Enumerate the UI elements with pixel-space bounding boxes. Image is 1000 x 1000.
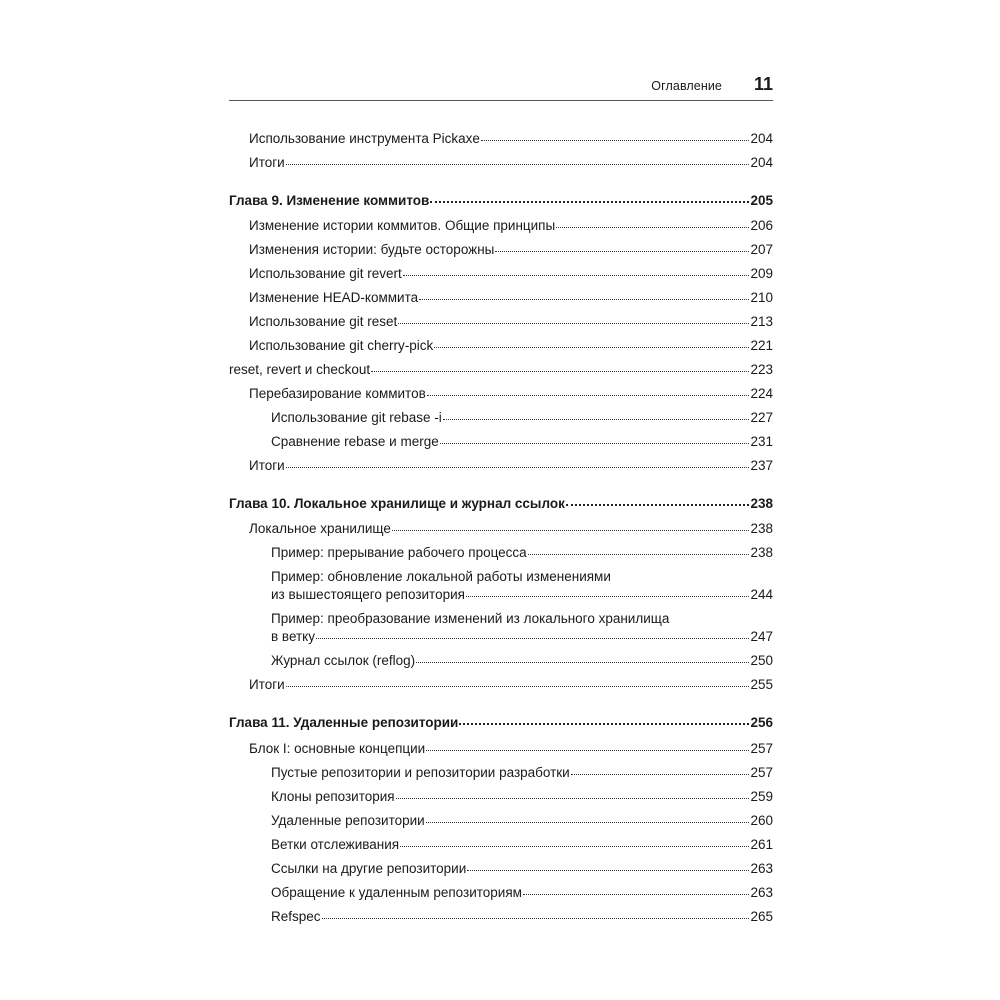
toc-entry-page: 265 — [750, 909, 773, 924]
toc-entry-title: Локальное хранилище — [249, 521, 391, 536]
toc-entry-page: 213 — [750, 314, 773, 329]
leader-dots — [566, 504, 750, 506]
toc-entry-title: Изменения истории: будьте осторожны — [249, 242, 495, 257]
toc-entry — [229, 457, 773, 474]
toc-entry-title-line2: из вышестоящего репозитория — [271, 587, 465, 602]
toc-subentry — [229, 568, 773, 603]
toc-entry-title: Итоги — [249, 155, 285, 170]
toc-subentry — [229, 884, 773, 901]
toc-entry-page: 204 — [750, 155, 773, 170]
toc-entry-title: Использование git revert — [249, 266, 402, 281]
toc-entry-page: 263 — [750, 861, 773, 876]
toc-subentry — [229, 610, 773, 645]
toc-entry-page: 244 — [750, 587, 773, 602]
leader-dots — [427, 395, 750, 396]
leader-dots — [392, 530, 750, 531]
leader-dots — [371, 371, 749, 372]
leader-dots — [556, 227, 749, 228]
leader-dots — [481, 140, 750, 141]
toc-entry — [229, 740, 773, 757]
toc-entry — [229, 676, 773, 693]
toc-entry — [229, 337, 773, 354]
leader-dots — [286, 686, 750, 687]
leader-dots — [467, 870, 749, 871]
leader-dots — [286, 164, 750, 165]
toc-entry — [229, 289, 773, 306]
toc-chapter-page: 238 — [750, 496, 773, 511]
toc-subentry — [229, 764, 773, 781]
toc-entry-page: 250 — [750, 653, 773, 668]
toc-entry — [229, 520, 773, 537]
toc-entry-title: Использование инструмента Pickaxe — [249, 131, 480, 146]
toc-entry-page: 206 — [750, 218, 773, 233]
toc-entry-title: Перебазирование коммитов — [249, 386, 426, 401]
toc-chapter-title: Глава 10. Локальное хранилище и журнал ссылок — [229, 496, 565, 511]
toc-entry-page: 247 — [750, 629, 773, 644]
toc-entry-title: Клоны репозитория — [271, 789, 395, 804]
page-number: 11 — [753, 74, 773, 94]
toc-subentry — [229, 652, 773, 669]
toc-entry-title: Refspec — [271, 909, 321, 924]
toc-entry-title: Изменение HEAD-коммита — [249, 290, 419, 305]
toc-entry-page: 259 — [750, 789, 773, 804]
toc-chapter-title: Глава 11. Удаленные репозитории — [229, 715, 459, 730]
toc-entry — [229, 154, 773, 171]
toc-entry-title: Журнал ссылок (reflog) — [271, 653, 416, 668]
leader-dots — [416, 662, 749, 663]
toc-subentry — [229, 433, 773, 450]
leader-dots — [286, 467, 750, 468]
toc-entry-page: 255 — [750, 677, 773, 692]
toc-entry-title: Удаленные репозитории — [271, 813, 425, 828]
toc-entry-title: Итоги — [249, 458, 285, 473]
toc-entry-title: Использование git reset — [249, 314, 398, 329]
toc-entry-page: 223 — [750, 362, 773, 377]
toc-chapter — [229, 714, 773, 731]
leader-dots — [528, 554, 750, 555]
leader-dots — [440, 443, 750, 444]
toc-entry — [229, 265, 773, 282]
leader-dots — [430, 201, 749, 203]
toc-chapter — [229, 192, 773, 209]
toc-entry-page: 257 — [750, 765, 773, 780]
running-header-section: Оглавление — [651, 79, 722, 93]
leader-dots — [571, 774, 750, 775]
toc-entry-page: 260 — [750, 813, 773, 828]
leader-dots — [466, 596, 750, 597]
toc-entry-title: Пустые репозитории и репозитории разработки — [271, 765, 570, 780]
leader-dots — [316, 638, 749, 639]
toc-entry-title: Пример: прерывание рабочего процесса — [271, 545, 527, 560]
leader-dots — [419, 299, 749, 300]
toc-entry — [229, 130, 773, 147]
toc-entry-title: reset, revert и checkout — [229, 362, 371, 377]
toc-entry-title: Блок I: основные концепции — [249, 741, 426, 756]
leader-dots — [523, 894, 750, 895]
toc-chapter-title: Глава 9. Изменение коммитов — [229, 193, 430, 208]
toc-entry-title: Использование git rebase -i — [271, 410, 442, 425]
toc-entry-title: Итоги — [249, 677, 285, 692]
toc-entry-page: 263 — [750, 885, 773, 900]
toc-entry-page: 238 — [750, 521, 773, 536]
leader-dots — [426, 822, 750, 823]
leader-dots — [426, 750, 749, 751]
toc-entry-page: 209 — [750, 266, 773, 281]
toc-entry-page: 224 — [750, 386, 773, 401]
leader-dots — [459, 723, 749, 725]
toc-entry — [229, 217, 773, 234]
toc-entry — [229, 385, 773, 402]
leader-dots — [495, 251, 749, 252]
toc-subentry — [229, 836, 773, 853]
leader-dots — [403, 275, 750, 276]
toc-chapter — [229, 495, 773, 512]
toc-entry-title: Ссылки на другие репозитории — [271, 861, 467, 876]
toc-entry-page: 207 — [750, 242, 773, 257]
toc-entry-title: Ветки отслеживания — [271, 837, 400, 852]
toc-entry-page: 257 — [750, 741, 773, 756]
toc-chapter-page: 205 — [750, 193, 773, 208]
running-header — [229, 72, 773, 101]
toc-entry-title-line1: Пример: преобразование изменений из локального хранилища — [271, 611, 670, 626]
toc-entry-page: 227 — [750, 410, 773, 425]
toc-entry-page: 231 — [750, 434, 773, 449]
toc-subentry — [229, 860, 773, 877]
toc-subentry — [229, 788, 773, 805]
toc-entry-title: Использование git cherry-pick — [249, 338, 434, 353]
toc-chapter-page: 256 — [750, 715, 773, 730]
leader-dots — [443, 419, 750, 420]
toc-entry — [229, 313, 773, 330]
toc-entry-title: Сравнение rebase и merge — [271, 434, 439, 449]
toc-subentry — [229, 544, 773, 561]
leader-dots — [322, 918, 750, 919]
leader-dots — [396, 798, 750, 799]
toc-subentry — [229, 908, 773, 925]
toc-entry-page: 237 — [750, 458, 773, 473]
toc-entry-title: Обращение к удаленным репозиториям — [271, 885, 522, 900]
toc-entry-page: 238 — [750, 545, 773, 560]
toc-entry-title-line1: Пример: обновление локальной работы изменениями — [271, 569, 611, 584]
toc-entry-title-line2: в ветку — [271, 629, 315, 644]
toc-entry — [229, 361, 773, 378]
toc-entry-title: Изменение истории коммитов. Общие принципы — [249, 218, 556, 233]
leader-dots — [398, 323, 749, 324]
toc-entry-page: 261 — [750, 837, 773, 852]
toc-subentry — [229, 812, 773, 829]
leader-dots — [400, 846, 749, 847]
toc-entry-page: 221 — [750, 338, 773, 353]
toc-subentry — [229, 409, 773, 426]
toc-entry — [229, 241, 773, 258]
leader-dots — [434, 347, 749, 348]
toc-entry-page: 204 — [750, 131, 773, 146]
toc-entry-page: 210 — [750, 290, 773, 305]
